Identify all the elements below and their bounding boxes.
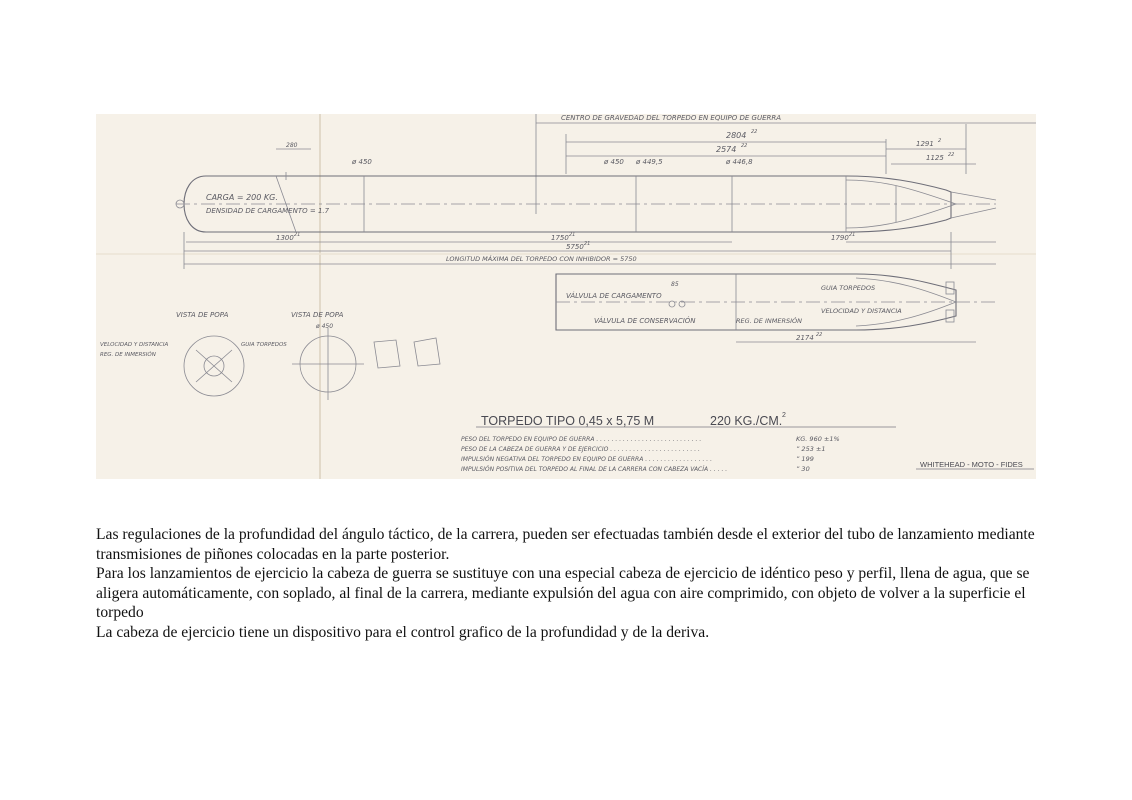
profile-detail <box>414 338 440 366</box>
document-body <box>96 525 1036 642</box>
view-guide-label: GUIA TORPEDOS <box>241 342 287 348</box>
drawing-title: TORPEDO TIPO 0,45 x 5,75 M <box>481 414 655 428</box>
dim-280: 280 <box>286 142 298 149</box>
view-immersion-label: REG. DE INMERSIÓN <box>100 352 156 358</box>
warhead-charge-label: CARGA = 200 KG. <box>206 193 278 202</box>
dim-1300-sup: 21 <box>294 232 301 238</box>
dim-1790: 1790 <box>831 234 849 242</box>
dim-2174: 2174 <box>796 334 814 342</box>
dim-1790-sup: 21 <box>849 232 856 238</box>
drawing-pressure-sup: 2 <box>782 412 786 419</box>
spec-value: ” 199 <box>796 455 814 463</box>
dim-1125-sup: 22 <box>948 152 955 158</box>
view-speed-distance-label: VELOCIDAD Y DISTANCIA <box>100 342 169 348</box>
dim-2574: 2574 <box>716 145 737 154</box>
fin <box>951 208 996 218</box>
dim-5750-sup: 21 <box>584 241 591 247</box>
spec-label: IMPULSIÓN NEGATIVA DEL TORPEDO EN EQUIPO DE GUERRA . . . . . . . . . . . . . . . . . . <box>461 456 712 463</box>
valve <box>669 301 675 307</box>
dim-1750: 1750 <box>551 234 569 242</box>
stern-view-label-1: VISTA DE POPA <box>176 311 229 319</box>
paragraph: Las regulaciones de la profundidad del ángulo táctico, de la carrera, pueden ser efectuadas también desde el exterior del tubo de lanzamiento mediante transmisiones de piñones colocadas en la parte posterior. <box>96 526 1035 563</box>
dia-450-a: ø 450 <box>352 158 372 166</box>
dim-1300: 1300 <box>276 234 294 242</box>
dim-1125: 1125 <box>926 154 944 162</box>
dim-1750-sup: 21 <box>569 232 576 238</box>
stern-view-label-2: VISTA DE POPA <box>291 311 344 319</box>
spec-value: ” 30 <box>796 465 810 473</box>
dim-2804-sup: 22 <box>751 129 758 135</box>
view-diameter: ø 450 <box>316 323 334 330</box>
profile-detail <box>374 340 400 368</box>
spec-value: ” 253 ±1 <box>796 445 826 453</box>
dim-2804: 2804 <box>726 131 747 140</box>
speed-distance-label: VELOCIDAD Y DISTANCIA <box>821 307 902 315</box>
rudder <box>946 310 954 322</box>
immersion-reg-label: REG. DE INMERSIÓN <box>736 317 803 325</box>
dim-5750: 5750 <box>566 243 584 251</box>
dim-2574-sup: 22 <box>741 143 748 149</box>
spec-label: PESO DEL TORPEDO EN EQUIPO DE GUERRA . . . . . . . . . . . . . . . . . . . . . . . . . . . . <box>461 436 702 443</box>
dia-446-8: ø 446,8 <box>726 158 753 166</box>
paragraph: La cabeza de ejercicio tiene un dispositivo para el control grafico de la profundidad y de la deriva. <box>96 623 710 641</box>
max-length-label: LONGITUD MÁXIMA DEL TORPEDO CON INHIBIDOR = 5750 <box>446 255 637 263</box>
drawing-pressure: 220 KG./CM. <box>710 414 783 428</box>
dia-449-5: ø 449,5 <box>636 158 663 166</box>
spec-label: PESO DE LA CABEZA DE GUERRA Y DE EJERCICIO . . . . . . . . . . . . . . . . . . . . . . . . <box>461 446 700 453</box>
center-of-gravity-label: CENTRO DE GRAVEDAD DEL TORPEDO EN EQUIPO DE GUERRA <box>561 114 782 122</box>
drawing-canvas <box>96 114 1036 479</box>
charge-density-label: DENSIDAD DE CARGAMENTO = 1.7 <box>206 207 330 215</box>
stern-view-fins <box>196 350 232 382</box>
conservation-valve-label: VÁLVULA DE CONSERVACIÓN <box>594 317 696 325</box>
fin <box>951 192 996 200</box>
dim-1291-sup: 2 <box>938 138 942 144</box>
spec-value: KG. 960 ±1% <box>796 435 840 443</box>
dim-85: 85 <box>671 281 679 288</box>
torpedo-technical-drawing <box>96 114 1036 479</box>
maker-label: WHITEHEAD - MOTO - FIDES <box>920 460 1023 469</box>
dia-450-b: ø 450 <box>604 158 624 166</box>
dim-2174-sup: 22 <box>816 332 823 338</box>
torpedo-guide-label: GUIA TORPEDOS <box>821 284 876 292</box>
spec-label: IMPULSIÓN POSITIVA DEL TORPEDO AL FINAL DE LA CARRERA CON CABEZA VACÍA . . . . . <box>461 466 728 473</box>
paragraph: Para los lanzamientos de ejercicio la cabeza de guerra se sustituye con una especial cabeza de ejercicio de idéntico peso y perfil, llena de agua, que se aligera automáticamente, con soplado, al final de la carrera, mediante expulsión del agua con aire comprimido, con objeto de volver a la superficie el torpedo <box>96 565 1030 621</box>
dim-1291: 1291 <box>916 140 934 148</box>
charging-valve-label: VÁLVULA DE CARGAMENTO <box>566 292 662 300</box>
